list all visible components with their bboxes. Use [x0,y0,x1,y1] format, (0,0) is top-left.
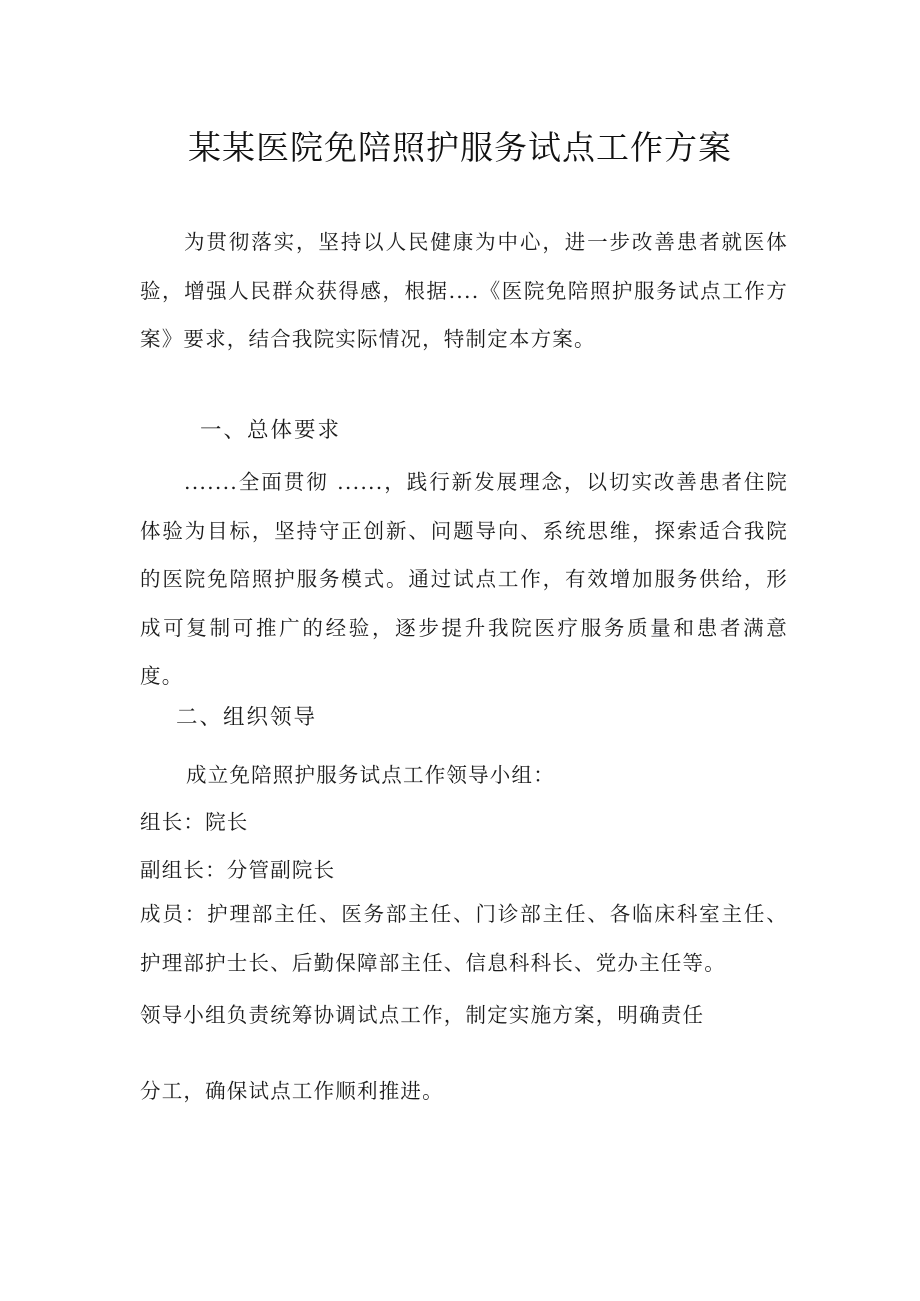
section1-heading: 一、总体要求 [200,418,342,443]
section2-heading: 二、组织领导 [176,705,318,730]
duty-line-1: 领导小组负责统筹协调试点工作，制定实施方案，明确责任 [140,1003,705,1027]
group-leader-line: 组长：院长 [140,810,249,834]
section2-lead: 成立免陪照护服务试点工作领导小组： [186,763,555,787]
document-title: 某某医院免陪照护服务试点工作方案 [188,128,732,167]
intro-paragraph: 为贯彻落实，坚持以人民健康为中心，进一步改善患者就医体验，增强人民群众获得感，根据....《医院免陪照护服务试点工作方案》要求，结合我院实际情况，特制定本方案。 [140,230,788,351]
group-deputy-line: 副组长：分管副院长 [140,858,336,882]
duty-line-2: 分工，确保试点工作顺利推进。 [140,1079,444,1103]
group-members-paragraph: 成员：护理部主任、医务部主任、门诊部主任、各临床科室主任、护理部护士长、后勤保障部主任、信息科科长、党办主任等。 [140,902,788,975]
section1-body: .......全面贯彻 ......，践行新发展理念，以切实改善患者住院体验为目标，坚持守正创新、问题导向、系统思维，探索适合我院的医院免陪照护服务模式。通过试点工作，有效增加服务供给，形成可复制可推广的经验，逐步提升我院医疗服务质量和患者满意度。 [140,470,788,688]
